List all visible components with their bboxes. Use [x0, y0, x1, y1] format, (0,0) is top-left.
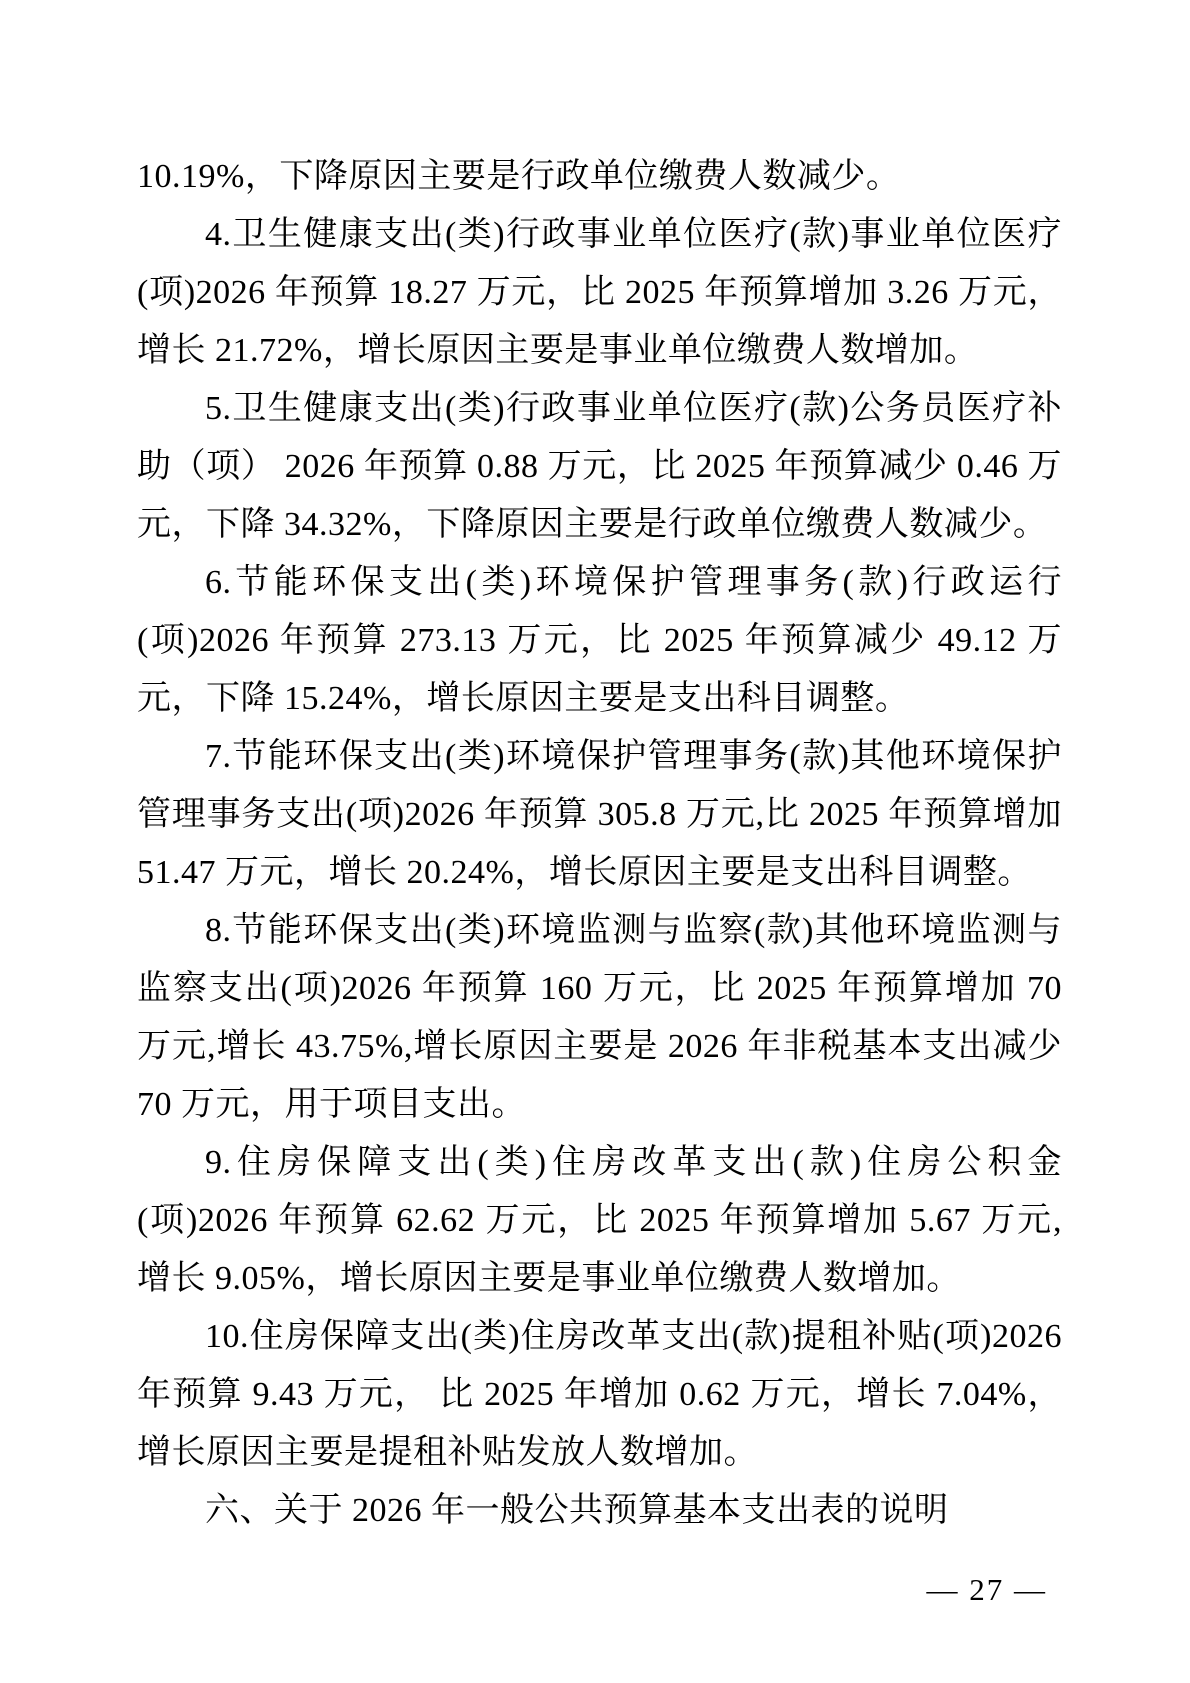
page-footer [0, 1572, 1190, 1608]
page-number: — 27 — [926, 1572, 1047, 1607]
body-paragraph-item-4: 4.卫生健康支出(类)行政事业单位医疗(款)事业单位医疗(项)2026 年预算 18.27 万元，比 2025 年预算增加 3.26 万元，增长 21.72%，增长原因主要是事业单位缴费人数增加。 [137, 216, 1062, 369]
document-body [137, 148, 1062, 1540]
body-paragraph-item-6: 6.节能环保支出(类)环境保护管理事务(款)行政运行(项)2026 年预算 273.13 万元，比 2025 年预算减少 49.12 万元，下降 15.24%，增长原因主要是支出科目调整。 [137, 564, 1062, 717]
body-paragraph-item-7: 7.节能环保支出(类)环境保护管理事务(款)其他环境保护管理事务支出(项)2026 年预算 305.8 万元,比 2025 年预算增加 51.47 万元，增长 20.24%，增长原因主要是支出科目调整。 [137, 738, 1062, 891]
section-heading: 六、关于 2026 年一般公共预算基本支出表的说明 [205, 1492, 949, 1529]
body-paragraph-item-8: 8.节能环保支出(类)环境监测与监察(款)其他环境监测与监察支出(项)2026 年预算 160 万元，比 2025 年预算增加 70 万元,增长 43.75%,增长原因主要是 2026 年非税基本支出减少 70 万元，用于项目支出。 [137, 912, 1062, 1123]
body-paragraph-item-9: 9.住房保障支出(类)住房改革支出(款)住房公积金(项)2026 年预算 62.62 万元，比 2025 年预算增加 5.67 万元,增长 9.05%，增长原因主要是事业单位缴费人数增加。 [137, 1144, 1062, 1297]
body-paragraph-item-10: 10.住房保障支出(类)住房改革支出(款)提租补贴(项)2026 年预算 9.43 万元， 比 2025 年增加 0.62 万元，增长 7.04%，增长原因主要是提租补贴发放人数增加。 [137, 1318, 1062, 1471]
body-paragraph-continuation: 10.19%，下降原因主要是行政单位缴费人数减少。 [137, 158, 901, 195]
body-paragraph-item-5: 5.卫生健康支出(类)行政事业单位医疗(款)公务员医疗补助（项） 2026 年预算 0.88 万元，比 2025 年预算减少 0.46 万元，下降 34.32%，下降原因主要是行政单位缴费人数减少。 [137, 390, 1062, 543]
